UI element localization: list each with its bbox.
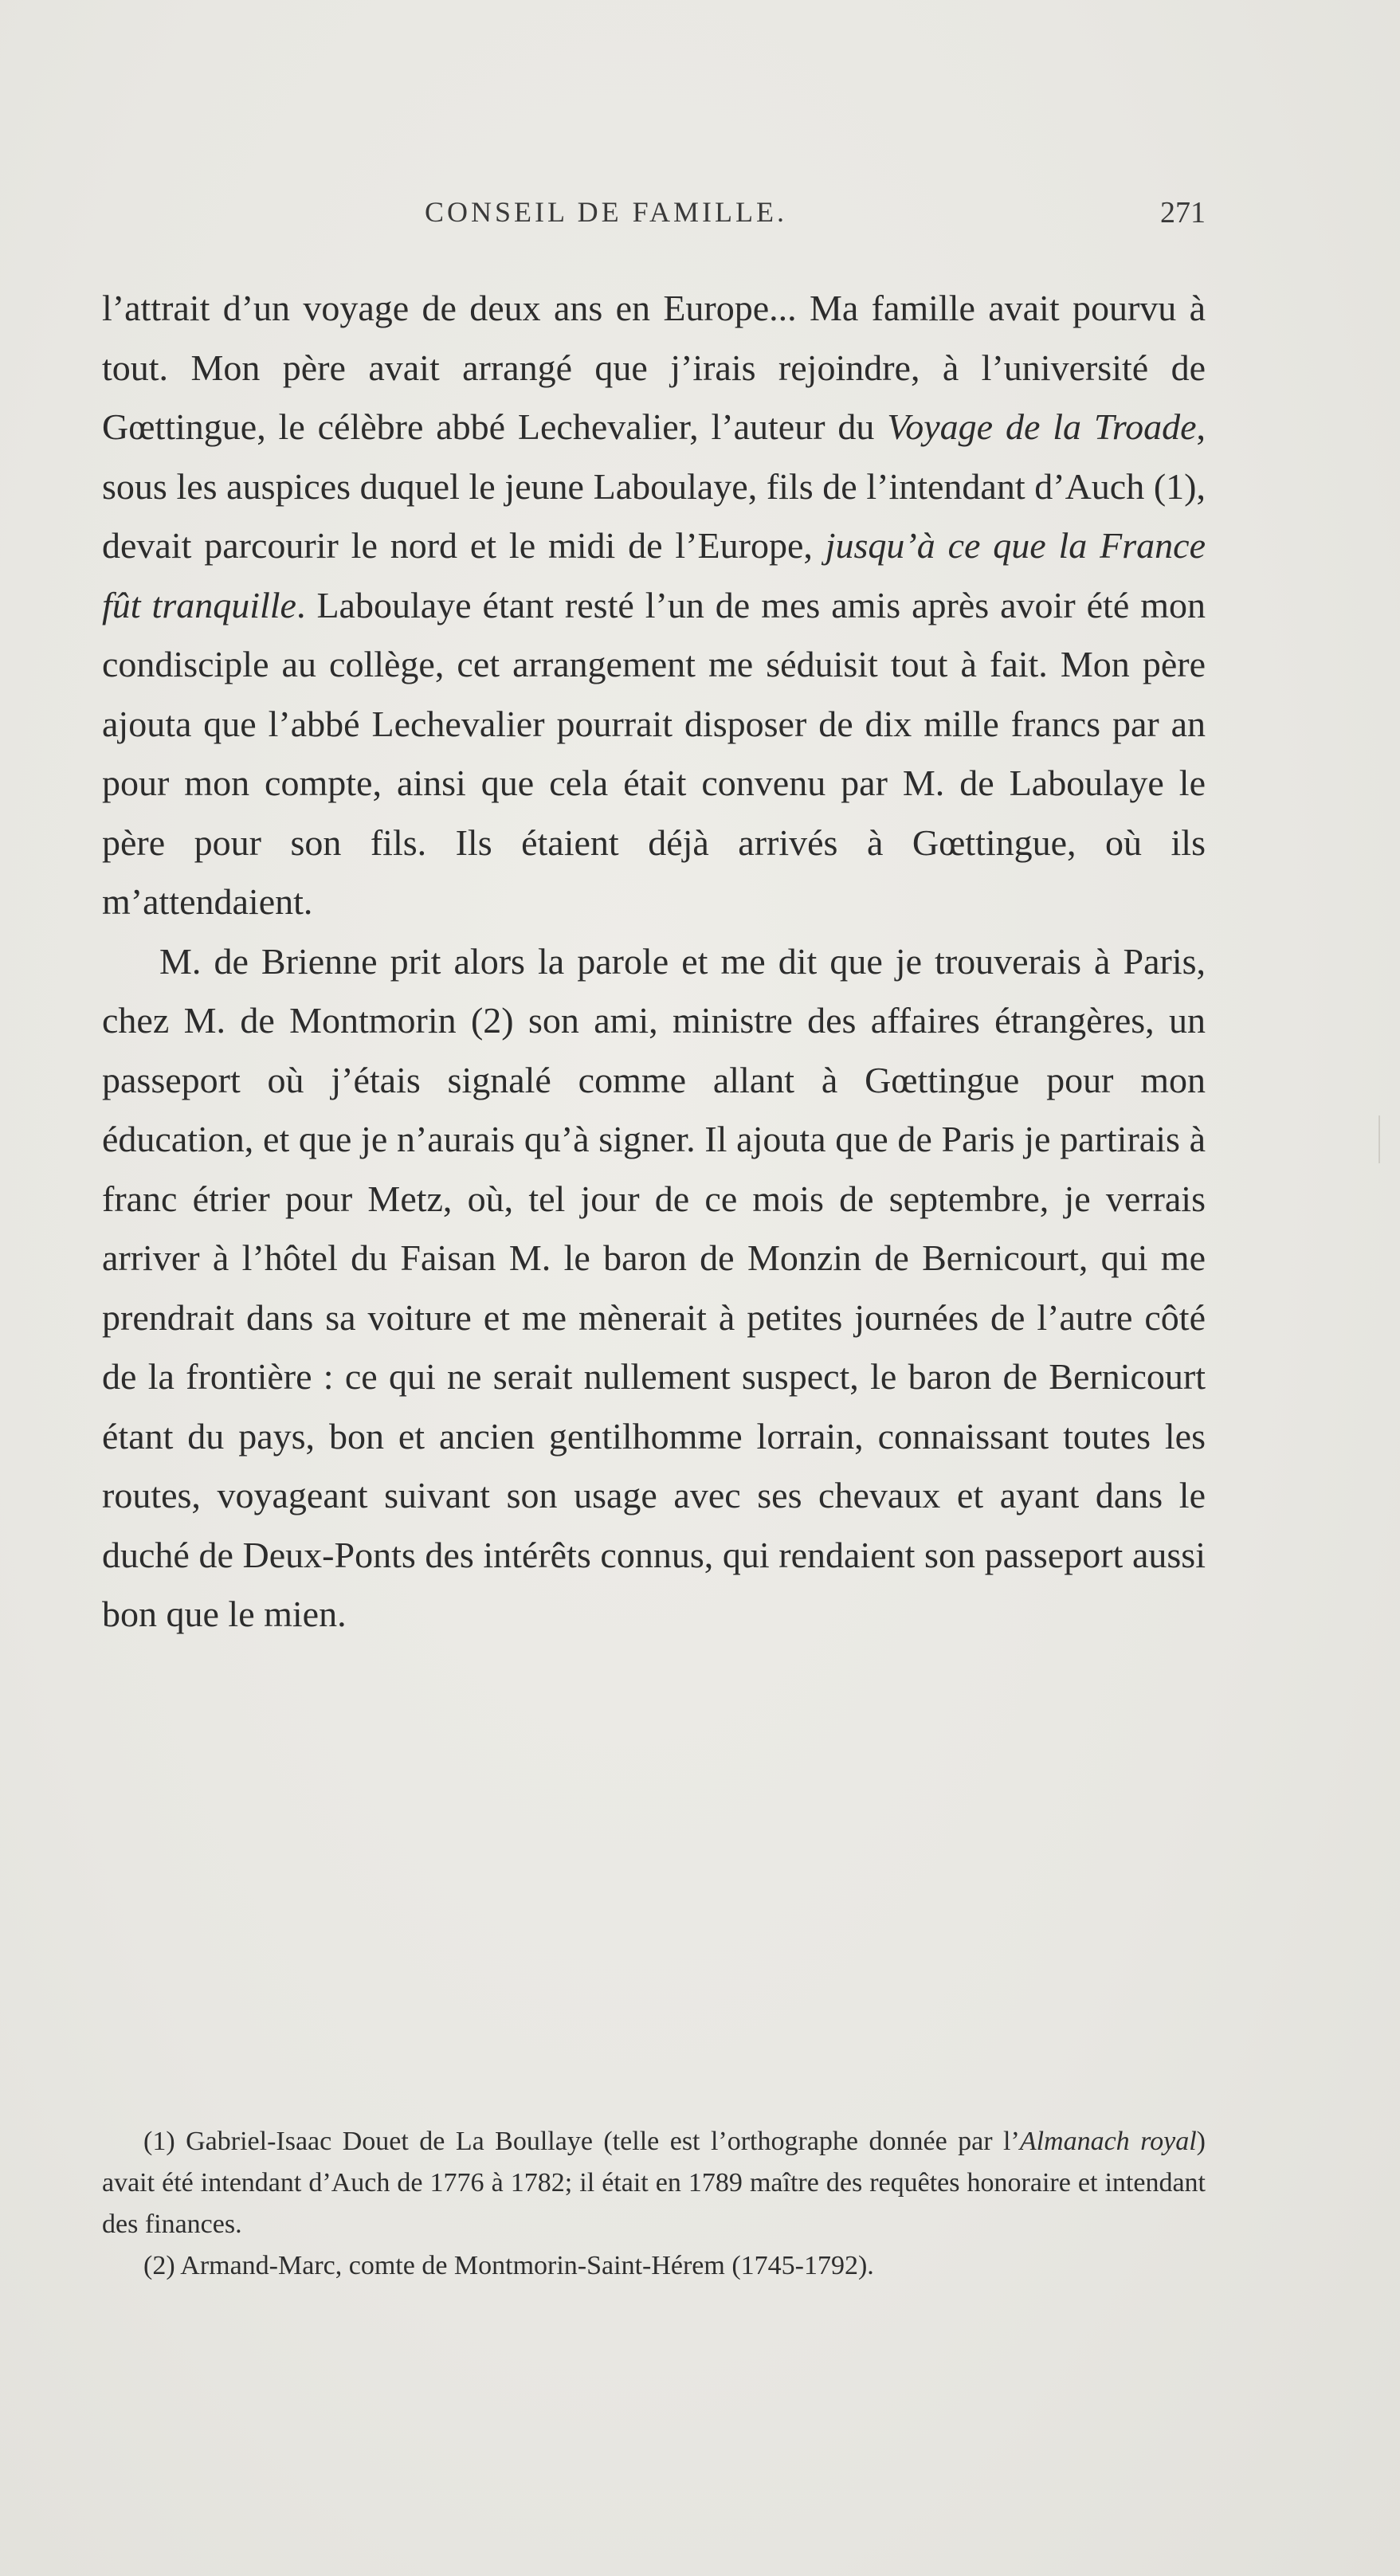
paragraph-1-part-c: , sous les auspices duquel le jeune Laboulaye, fils de l’intendant d’Auch (1), devait parcourir le nord et le midi de l’Europe, — [102, 406, 1206, 566]
page-header — [102, 195, 1206, 243]
footnote-1-part-c: ) avait été intendant d’Auch de 1776 à 1782; il était en 1789 maître des requêtes honoraire et intendant des finances. — [102, 2127, 1206, 2239]
italic-phrase-tranquille: jusqu’à ce que la France fût tranquille — [102, 525, 1206, 625]
page-number: 271 — [1160, 196, 1206, 229]
book-title-voyage-de-la-troade: Voyage de la Troade — [887, 406, 1197, 447]
footnote-2: (2) Armand-Marc, comte de Montmorin-Saint-Hérem (1745-1792). — [143, 2251, 874, 2280]
footnote-1-part-a: (1) Gabriel-Isaac Douet de La Boullaye (telle est l’orthographe donnée par l’ — [143, 2127, 1020, 2156]
footnote-1 — [102, 2121, 1206, 2245]
paragraph-1-part-a: l’attrait d’un voyage de deux ans en Europe... Ma famille avait pourvu à tout. Mon père avait arrangé que j’irais rejoindre, à l’université de Gœttingue, le célèbre abbé Lechevalier, l’auteur du — [102, 288, 1206, 447]
footnote-1-almanach-royal: Almanach royal — [1019, 2127, 1197, 2156]
footnotes — [102, 2121, 1206, 2287]
paragraph-1 — [102, 279, 1206, 932]
running-title: CONSEIL DE FAMILLE. — [425, 196, 787, 228]
scan-artifact — [1378, 1115, 1380, 1163]
body-text — [102, 279, 1206, 1645]
paragraph-2: M. de Brienne prit alors la parole et me dit que je trouverais à Paris, chez M. de Montmorin (2) son ami, ministre des affaires étrangères, un passeport où j’étais signalé comme allant à Gœttingue pour mon éducation, et que je n’aurais qu’à signer. Il ajouta que de Paris je partirais à franc étrier pour Metz, où, tel jour de ce mois de septembre, je verrais arriver à l’hôtel du Faisan M. le baron de Monzin de Bernicourt, qui me prendrait dans sa voiture et me mènerait à petites journées de l’autre côté de la frontière : ce qui ne serait nullement suspect, le baron de Bernicourt étant du pays, bon et ancien gentilhomme lorrain, connaissant toutes les routes, voyageant suivant son usage avec ses chevaux et ayant dans le duché de Deux-Ponts des intérêts connus, qui rendaient son passeport aussi bon que le mien. — [102, 940, 1206, 1634]
paragraph-1-part-e: . Laboulaye étant resté l’un de mes amis après avoir été mon condisciple au collège, cet arrangement me séduisit tout à fait. Mon père ajouta que l’abbé Lechevalier pourrait disposer de dix mille francs par an pour mon compte, ainsi que cela était convenu par M. de Laboulaye le père pour son fils. Ils étaient déjà arrivés à Gœttingue, où ils m’attendaient. — [102, 584, 1206, 922]
